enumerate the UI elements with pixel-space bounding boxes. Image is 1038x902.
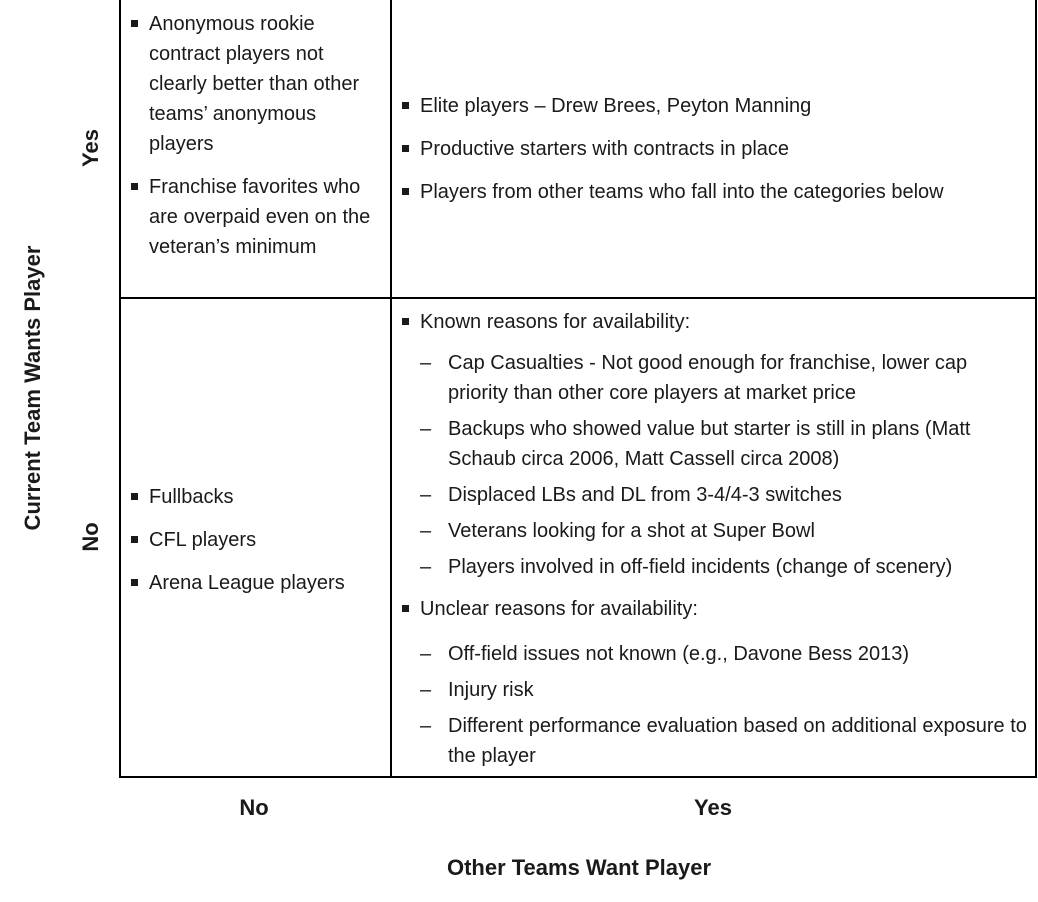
list-item: Fullbacks [121, 482, 390, 512]
list-item: Elite players – Drew Brees, Peyton Manning [392, 91, 1037, 121]
list-item: CFL players [121, 525, 390, 555]
sub-item: – Veterans looking for a shot at Super Bowl [392, 516, 1027, 546]
quadrant-top-right [392, 91, 1037, 207]
x-label-no: No [239, 795, 269, 820]
list-item: Productive starters with contracts in place [392, 134, 1037, 164]
sub-item: – Different performance evaluation based on additional exposure to the player [392, 711, 1027, 771]
sub-item: – Injury risk [392, 675, 1027, 705]
list-item: Players from other teams who fall into the categories below [392, 177, 1037, 207]
quadrant-top-left [121, 9, 390, 262]
known-reasons-heading: Known reasons for availability: [392, 307, 1027, 337]
y-axis-title: Current Team Wants Player [20, 245, 45, 531]
sub-item: – Off-field issues not known (e.g., Davone Bess 2013) [392, 639, 1027, 669]
matrix-grid [119, 0, 1037, 778]
list-item: Franchise favorites who are overpaid even on the veteran’s minimum [121, 172, 382, 262]
quadrant-bottom-right [392, 307, 1037, 771]
list-item: Anonymous rookie contract players not clearly better than other teams’ anonymous players [121, 9, 382, 159]
quadrant-bottom-left [121, 482, 390, 598]
sub-item: – Players involved in off-field incidents (change of scenery) [392, 552, 1027, 582]
y-label-no: No [78, 522, 103, 552]
x-label-yes: Yes [694, 795, 732, 820]
sub-item: – Displaced LBs and DL from 3-4/4-3 switches [392, 480, 1027, 510]
y-label-yes: Yes [78, 129, 103, 167]
sub-item: – Cap Casualties - Not good enough for franchise, lower cap priority than other core players at market price [392, 348, 1027, 408]
unclear-reasons-heading: Unclear reasons for availability: [392, 594, 1027, 624]
horizontal-divider [121, 297, 1035, 299]
list-item: Arena League players [121, 568, 390, 598]
sub-item: – Backups who showed value but starter is still in plans (Matt Schaub circa 2006, Matt Cassell circa 2008) [392, 414, 1027, 474]
x-axis-title: Other Teams Want Player [446, 855, 712, 880]
